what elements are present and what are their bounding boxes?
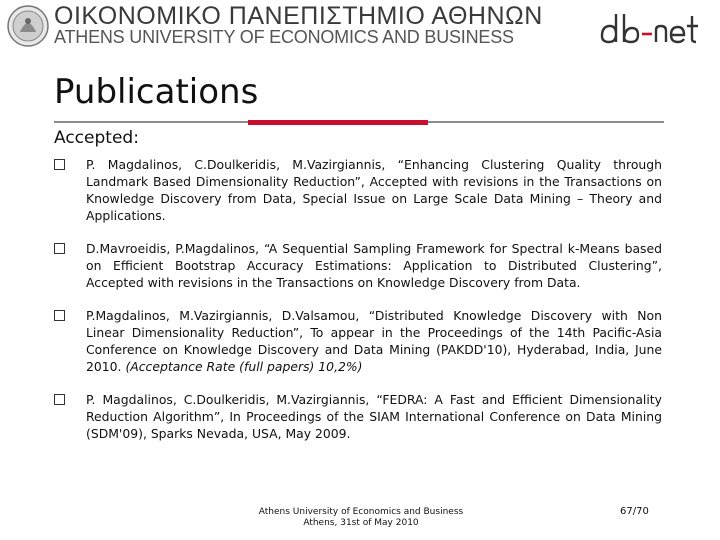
footer-line-1: Athens University of Economics and Business xyxy=(258,507,464,517)
publication-item xyxy=(52,156,662,224)
university-name-greek: ΟΙΚΟΝΟΜΙΚΟ ΠΑΝΕΠΙΣΤΗΜΙΟ ΑΘΗΝΩΝ xyxy=(54,2,543,30)
page-title: Publications xyxy=(54,72,259,112)
publication-text: P.Magdalinos, M.Vazirgiannis, D.Valsamou, “Distributed Knowledge Discovery with Non Linear Dimensionality Reduction”, To appear in the Proceedings of the 14th Pacific-Asia Conference on Knowledge Discovery and Data Mining (PAKDD'10), Hyderabad, India, June 2010. xyxy=(86,308,662,374)
bullet-square-icon xyxy=(54,243,65,254)
publication-item xyxy=(52,391,662,442)
bullet-square-icon xyxy=(54,394,65,405)
publication-item xyxy=(52,307,662,375)
title-accent-bar xyxy=(248,120,428,125)
publication-note: (Acceptance Rate (full papers) 10,2%) xyxy=(125,359,363,374)
publication-text: P. Magdalinos, C.Doulkeridis, M.Vazirgiannis, “Enhancing Clustering Quality through Landmark Based Dimensionality Reduction”, Accepted with revisions in the Transactions on Knowledge Discovery from Data, Special Issue on Large Scale Data Mining – Theory and Applications. xyxy=(86,157,662,223)
bullet-square-icon xyxy=(54,310,65,321)
footer-line-2: Athens, 31st of May 2010 xyxy=(303,518,419,528)
publication-text: P. Magdalinos, C.Doulkeridis, M.Vazirgiannis, “FEDRA: A Fast and Efficient Dimensionality Reduction Algorithm”, In Proceedings of the SIAM International Conference on Data Mining (SDM'09), Sparks Nevada, USA, May 2009. xyxy=(86,392,662,441)
slide-header xyxy=(0,0,720,52)
publication-list xyxy=(52,156,662,458)
bullet-square-icon xyxy=(54,159,65,170)
section-label: Accepted: xyxy=(54,128,139,148)
page-number: 67/70 xyxy=(620,506,649,517)
publication-text: D.Mavroeidis, P.Magdalinos, “A Sequential Sampling Framework for Spectral k-Means based on Efficient Bootstrap Accuracy Estimations: Application to Distributed Clustering”, Accepted with revisions in the Transactions on Knowledge Discovery from Data. xyxy=(86,241,662,290)
university-seal-icon xyxy=(6,4,50,48)
publication-item xyxy=(52,240,662,291)
university-name-english: ATHENS UNIVERSITY OF ECONOMICS AND BUSINESS xyxy=(54,27,514,47)
dbnet-logo xyxy=(598,6,704,48)
footer-institution xyxy=(226,507,496,529)
